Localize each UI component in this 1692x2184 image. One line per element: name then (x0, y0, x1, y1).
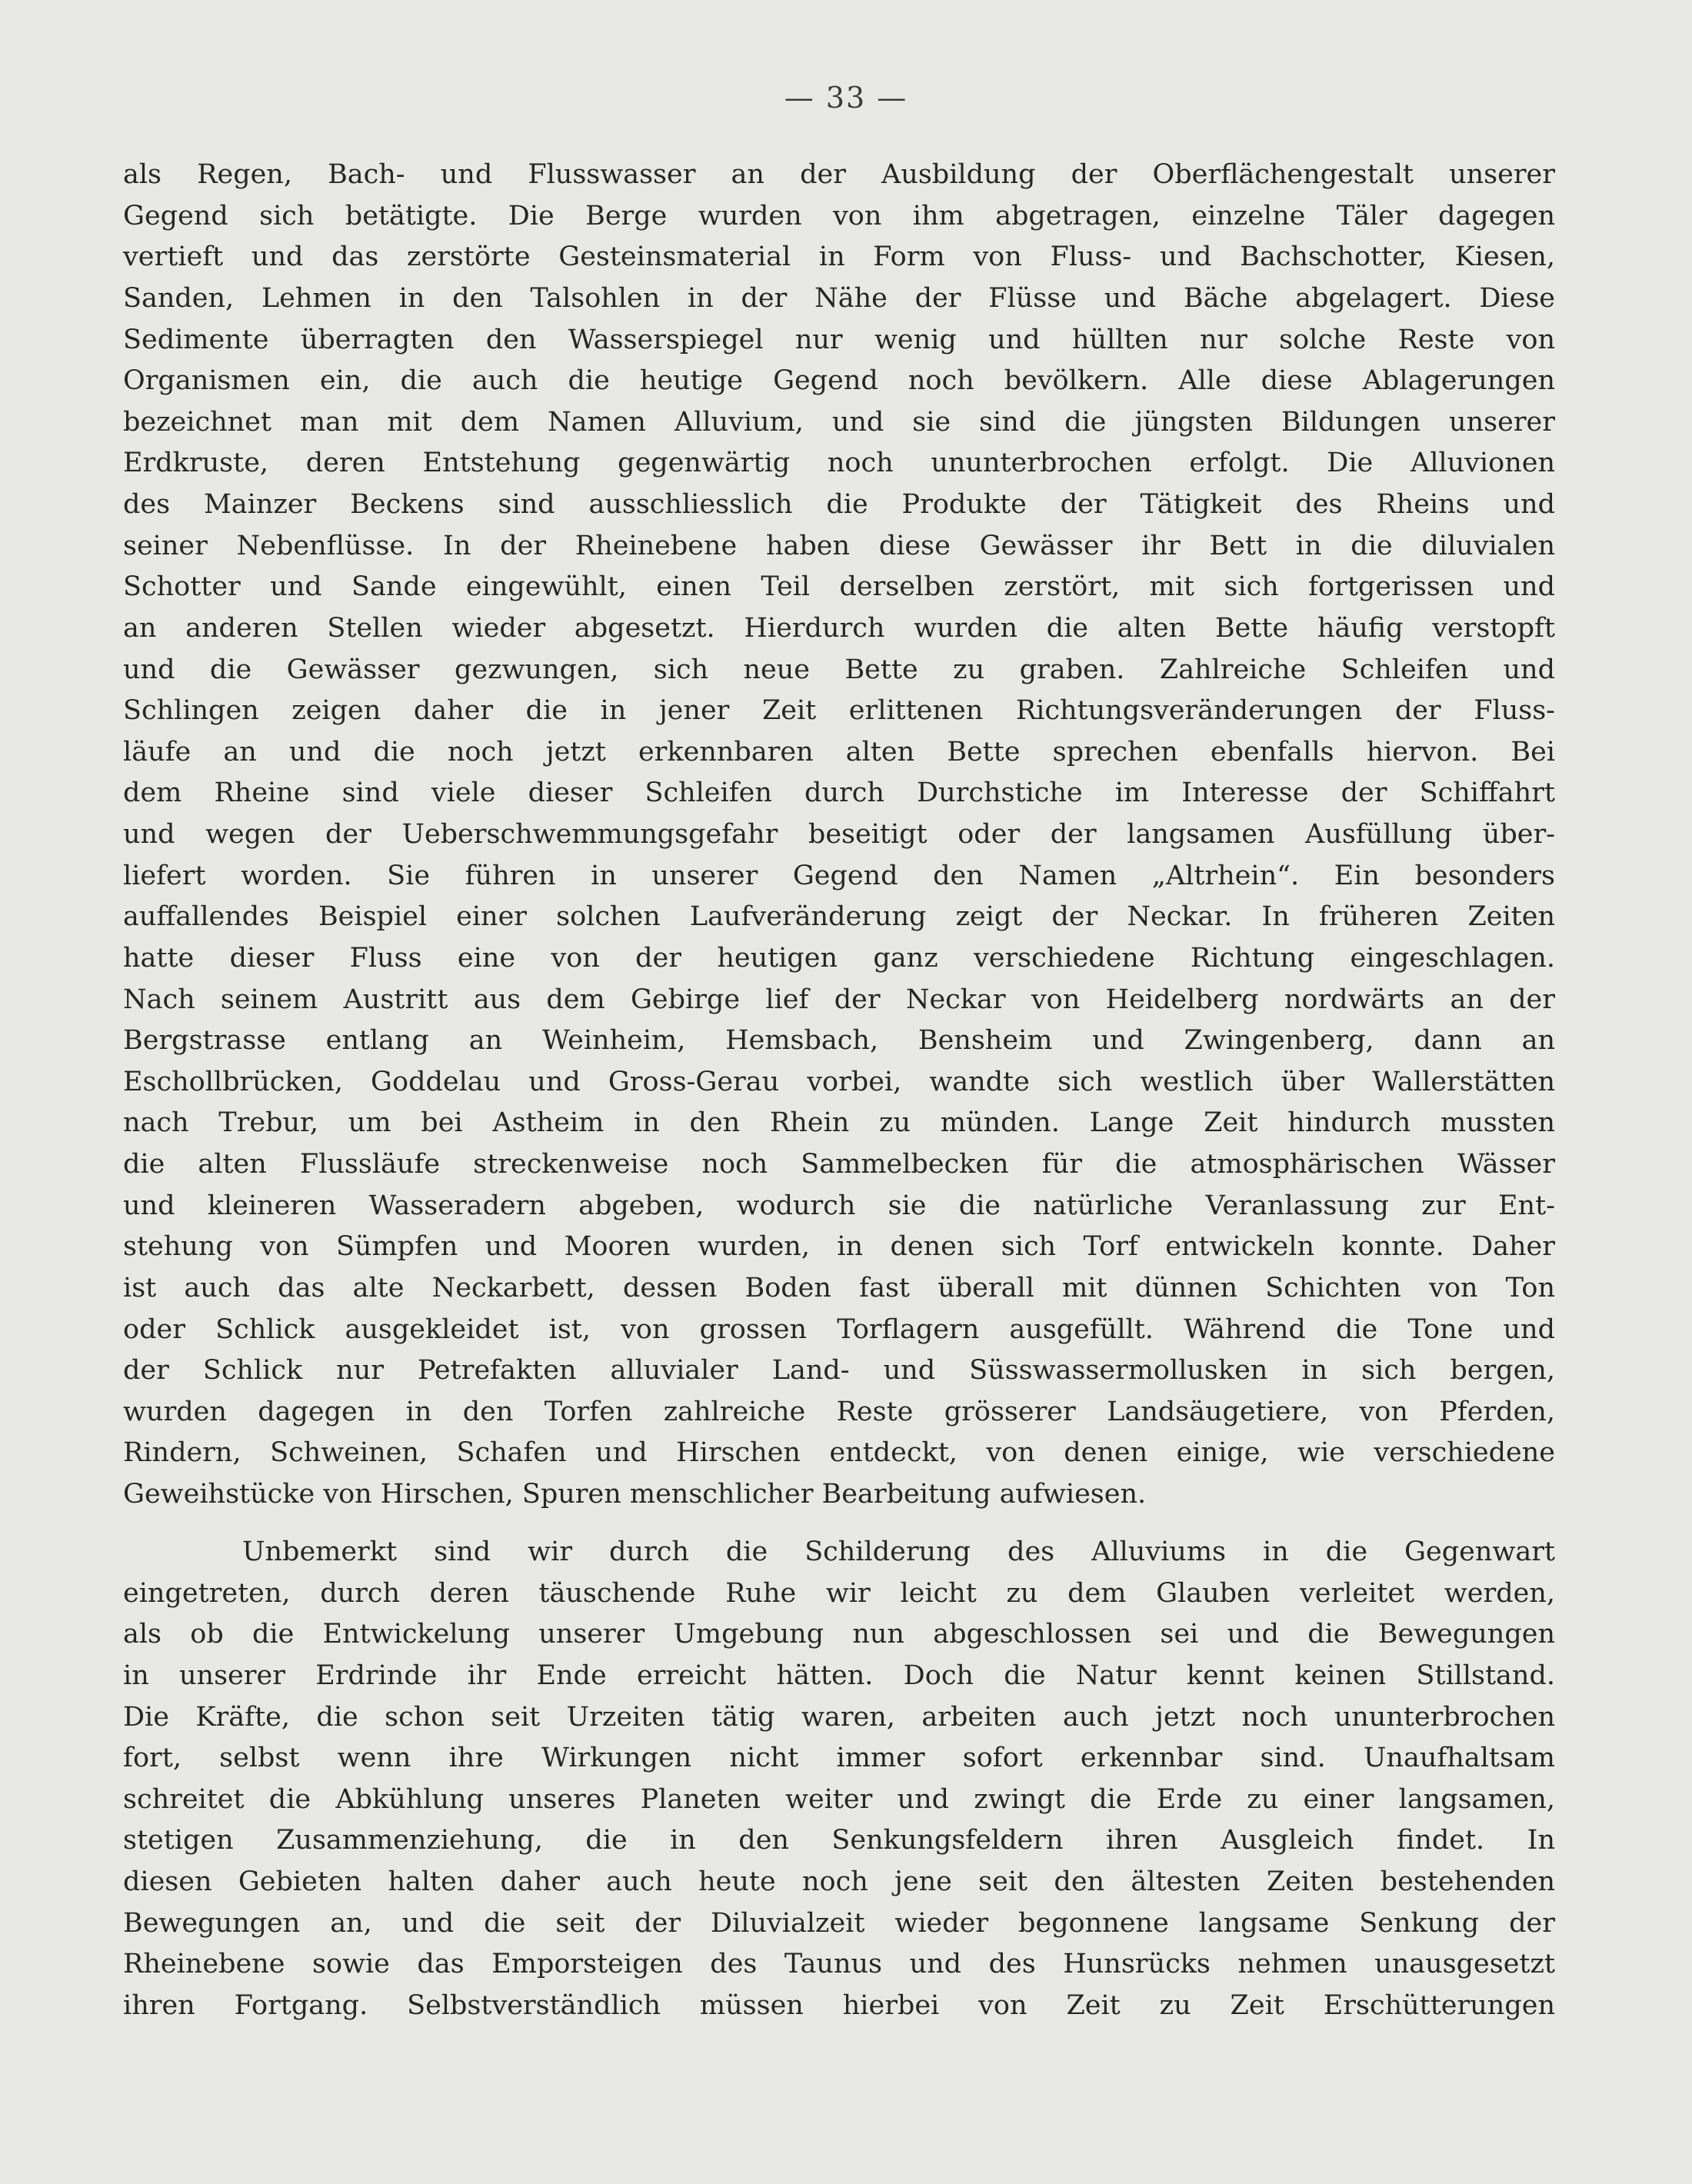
text-line: in unserer Erdrinde ihr Ende erreicht hätten. Doch die Natur kennt keinen Stillstand. (123, 1660, 1555, 1691)
text-line: läufe an und die noch jetzt erkennbaren alten Bette sprechen ebenfalls hiervon. Bei (123, 736, 1555, 767)
text-line: schreitet die Abkühlung unseres Planeten weiter und zwingt die Erde zu einer langsamen, (123, 1783, 1555, 1815)
text-line: liefert worden. Sie führen in unserer Gegend den Namen „Altrhein“. Ein besonders (123, 860, 1555, 891)
text-line: als ob die Entwickelung unserer Umgebung nun abgeschlossen sei und die Bewegungen (123, 1619, 1555, 1650)
text-line: Erdkruste, deren Entstehung gegenwärtig noch ununterbrochen erfolgt. Die Alluvionen (123, 448, 1555, 479)
text-line: bezeichnet man mit dem Namen Alluvium, und sie sind die jüngsten Bildungen unserer (123, 406, 1555, 438)
text-line: Rindern, Schweinen, Schafen und Hirschen entdeckt, von denen einige, wie verschiedene (123, 1437, 1555, 1469)
text-line: vertieft und das zerstörte Gesteinsmaterial in Form von Fluss- und Bachschotter, Kiesen, (123, 241, 1555, 273)
text-line: stehung von Sümpfen und Mooren wurden, in denen sich Torf entwickeln konnte. Daher (123, 1231, 1555, 1263)
paragraph-alluvium (123, 155, 1555, 1516)
text-line: Geweihstücke von Hirschen, Spuren menschlicher Bearbeitung aufwiesen. (123, 1479, 1147, 1510)
text-line: Bergstrasse entlang an Weinheim, Hemsbach, Bensheim und Zwingenberg, dann an (123, 1025, 1555, 1057)
text-line: oder Schlick ausgekleidet ist, von grossen Torflagern ausgefüllt. Während die Tone und (123, 1313, 1555, 1345)
text-line: Gegend sich betätigte. Die Berge wurden von ihm abgetragen, einzelne Täler dagegen (123, 200, 1555, 231)
text-line: Die Kräfte, die schon seit Urzeiten tätig waren, arbeiten auch jetzt noch ununterbrochen (123, 1701, 1555, 1733)
text-line: Sanden, Lehmen in den Talsohlen in der Nähe der Flüsse und Bäche abgelagert. Diese (123, 282, 1555, 314)
text-line: und kleineren Wasseradern abgeben, wodurch sie die natürliche Veranlassung zur Ent- (123, 1190, 1555, 1221)
text-line: Organismen ein, die auch die heutige Gegend noch bevölkern. Alle diese Ablagerungen (123, 365, 1555, 397)
text-line: und die Gewässer gezwungen, sich neue Bette zu graben. Zahlreiche Schleifen und (123, 654, 1555, 685)
text-line: dem Rheine sind viele dieser Schleifen durch Durchstiche im Interesse der Schiffahrt (123, 777, 1555, 809)
text-line: Nach seinem Austritt aus dem Gebirge lief der Neckar von Heidelberg nordwärts an der (123, 984, 1555, 1015)
text-line: die alten Flussläufe streckenweise noch Sammelbecken für die atmosphärischen Wässer (123, 1149, 1555, 1180)
text-line: hatte dieser Fluss eine von der heutigen ganz verschiedene Richtung eingeschlagen. (123, 942, 1555, 974)
text-line: Eschollbrücken, Goddelau und Gross-Gerau vorbei, wandte sich westlich über Wallerstätten (123, 1066, 1555, 1097)
text-line: seiner Nebenflüsse. In der Rheinebene haben diese Gewässer ihr Bett in die diluvialen (123, 530, 1555, 561)
text-line: Unbemerkt sind wir durch die Schilderung des Alluviums in die Gegenwart (242, 1536, 1555, 1567)
paragraph-present (123, 1532, 1555, 2027)
text-line: und wegen der Ueberschwemmungsgefahr beseitigt oder der langsamen Ausfüllung über- (123, 819, 1555, 850)
text-line: ihren Fortgang. Selbstverständlich müssen hierbei von Zeit zu Zeit Erschütterungen (123, 1989, 1555, 2021)
page-number: — 33 — (784, 81, 908, 115)
text-line: Schotter und Sande eingewühlt, einen Teil derselben zerstört, mit sich fortgerissen und (123, 571, 1555, 603)
text-line: nach Trebur, um bei Astheim in den Rhein zu münden. Lange Zeit hindurch mussten (123, 1107, 1555, 1139)
text-line: ist auch das alte Neckarbett, dessen Boden fast überall mit dünnen Schichten von Ton (123, 1272, 1555, 1303)
text-line: an anderen Stellen wieder abgesetzt. Hierdurch wurden die alten Bette häufig verstopft (123, 612, 1555, 644)
text-line: Sedimente überragten den Wasserspiegel nur wenig und hüllten nur solche Reste von (123, 324, 1555, 355)
text-line: Bewegungen an, und die seit der Diluvialzeit wieder begonnene langsame Senkung der (123, 1907, 1555, 1939)
text-line: stetigen Zusammenziehung, die in den Senkungsfeldern ihren Ausgleich findet. In (123, 1825, 1555, 1856)
text-line: fort, selbst wenn ihre Wirkungen nicht immer sofort erkennbar sind. Unaufhaltsam (123, 1743, 1555, 1774)
text-line: des Mainzer Beckens sind ausschliesslich die Produkte der Tätigkeit des Rheins und (123, 489, 1555, 520)
text-line: Schlingen zeigen daher die in jener Zeit erlittenen Richtungsveränderungen der Fluss- (123, 695, 1555, 727)
text-line: als Regen, Bach- und Flusswasser an der Ausbildung der Oberflächengestalt unserer (123, 159, 1555, 190)
text-line: eingetreten, durch deren täuschende Ruhe wir leicht zu dem Glauben verleitet werden, (123, 1577, 1555, 1609)
text-line: Rheinebene sowie das Emporsteigen des Taunus und des Hunsrücks nehmen unausgesetzt (123, 1949, 1555, 1980)
text-line: diesen Gebieten halten daher auch heute noch jene seit den ältesten Zeiten bestehenden (123, 1866, 1555, 1897)
text-line: wurden dagegen in den Torfen zahlreiche Reste grösserer Landsäugetiere, von Pferden, (123, 1396, 1555, 1427)
text-line: auffallendes Beispiel einer solchen Laufveränderung zeigt der Neckar. In früheren Zeiten (123, 901, 1555, 933)
text-line: der Schlick nur Petrefakten alluvialer Land- und Süsswassermollusken in sich bergen, (123, 1355, 1555, 1387)
